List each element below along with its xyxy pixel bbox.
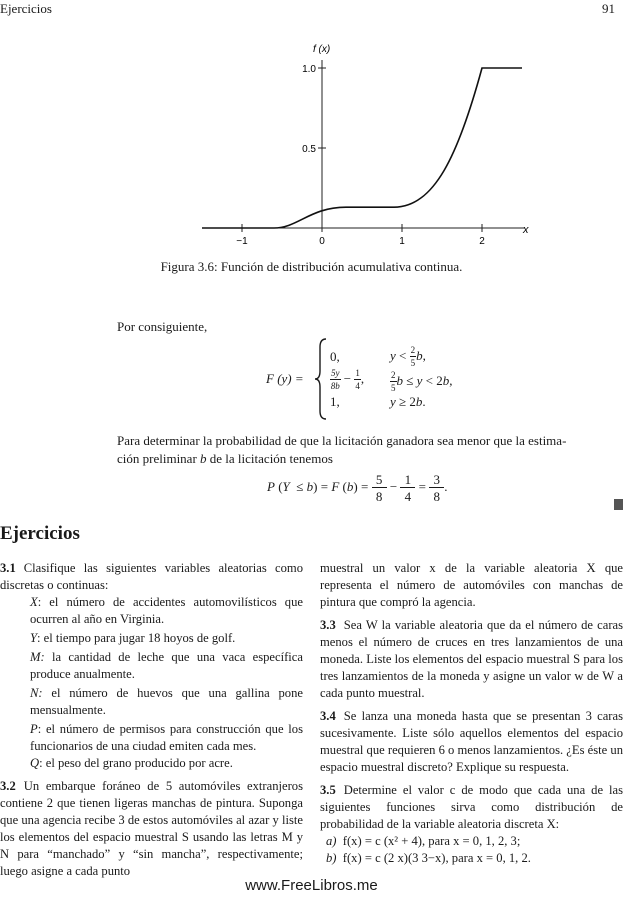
exercise-3-5: 3.5 Determine el valor c de modo que cada una de las siguientes funciones sirva como distribución de probabilidad de la variable aleatoria discreta X: (320, 783, 623, 831)
y-tick-label: 1.0 (302, 64, 316, 75)
exercise-3-1-item-y: Y: el tiempo para jugar 18 hoyos de golf. (30, 631, 236, 645)
exercise-3-2: 3.2 Un embarque foráneo de 5 automóviles extranjeros contiene 2 que tienen ligeras manchas de pintura. Suponga que una agencia recibe 3 de estos automóviles al azar y liste los elementos del espacio muestral S usando las letras M y N para “manchado” y “sin mancha”, respectivamente; luego asigne a cada punto (0, 779, 303, 878)
case-1-value: 0, (330, 349, 340, 364)
paragraph-probability: Para determinar la probabilidad de que la licitación ganadora sea menor que la estima- ción preliminar b de la licitación tenemos (117, 433, 567, 466)
y-tick-label: 0.5 (302, 144, 316, 155)
exercises-left-column (0, 560, 303, 880)
case-2-condition: $\frac{2}{5}$ b ≤ y < 2b, (391, 370, 453, 393)
paragraph-line-1: Para determinar la probabilidad de que la licitación ganadora sea menor que la estima- (117, 433, 567, 448)
exercise-3-1-item-q: Q: el peso del grano producido por acre. (30, 756, 233, 770)
x-tick-label: 1 (399, 236, 405, 247)
case-3-value: 1, (330, 394, 340, 409)
x-tick-label: −1 (236, 236, 248, 247)
exercise-3-1-item-p: P: el número de permisos para construcción que los funcionarios de una ciudad emiten cada mes. (30, 722, 303, 753)
x-axis-label: x (523, 224, 529, 236)
por-consiguiente-text: Por consiguiente, (117, 319, 208, 334)
footer-url[interactable]: www.FreeLibros.me (245, 877, 378, 894)
page-number: 91 (602, 1, 615, 16)
cdf-figure (195, 38, 540, 248)
exercise-3-1-item-x: X: el número de accidentes automovilísticos que ocurren al año en Virginia. (30, 595, 303, 626)
cdf-chart (195, 38, 540, 248)
exercise-3-1: 3.1 Clasifique las siguientes variables aleatorias como discretas o continuas: (0, 561, 303, 592)
exercises-right-column (320, 560, 623, 867)
equation-lhs: F (y) = (266, 371, 304, 386)
x-tick-label: 0 (319, 236, 325, 247)
exercise-3-3: 3.3 Sea W la variable aleatoria que da el número de caras menos el número de cruces en tres lanzamientos de una moneda. Liste los elementos del espacio muestral S para los tres lanzamientos de la moneda y asigne un valor w de W a cada punto muestral. (320, 618, 623, 700)
exercise-3-4: 3.4 Se lanza una moneda hasta que se presentan 3 caras sucesivamente. Liste sólo aquellos elementos del espacio muestral que requieren 6 o menos lanzamientos. ¿Es éste un espacio muestral discreto? Explique su respuesta. (320, 709, 623, 774)
y-axis-label: f (x) (313, 44, 331, 55)
figure-caption: Figura 3.6: Función de distribución acumulativa continua. (160, 259, 463, 274)
cdf-line (202, 68, 522, 228)
exercise-3-2-continuation: muestral un valor x de la variable aleatoria X que representa el número de automóviles con manchas de pintura que compró la agencia. (320, 561, 623, 609)
x-tick-label: 2 (479, 236, 485, 247)
probability-equation: P (Y ≤ b) = F (b) = $\frac{5}{8}$ − $\frac{1}{4}$ = $\frac{3}{8}$ . (267, 472, 448, 504)
case-2-value: $\frac{5y}{8b}$ − $\frac{1}{4}$ , (330, 368, 365, 391)
exercise-3-1-item-n: N: el número de huevos que una gallina pone mensualmente. (30, 686, 303, 717)
exercise-3-5-a: a) f(x) = c (x² + 4), para x = 0, 1, 2, 3; (326, 834, 521, 848)
exercise-3-5-b: b) f(x) = c (2 x)(3 3−x), para x = 0, 1, 2. (326, 851, 531, 865)
cdf-curve (202, 68, 522, 228)
piecewise-equation (0, 335, 623, 423)
case-3-condition: y ≥ 2b. (390, 394, 426, 409)
left-brace (314, 337, 328, 421)
section-title: Ejercicios (0, 523, 80, 544)
end-of-example-marker (614, 499, 623, 510)
exercise-3-1-item-m: M: la cantidad de leche que una vaca específica produce anualmente. (30, 650, 303, 681)
case-1-condition: y < $\frac{2}{5}$ b, (390, 345, 426, 368)
running-header-title: Ejercicios (0, 1, 52, 16)
